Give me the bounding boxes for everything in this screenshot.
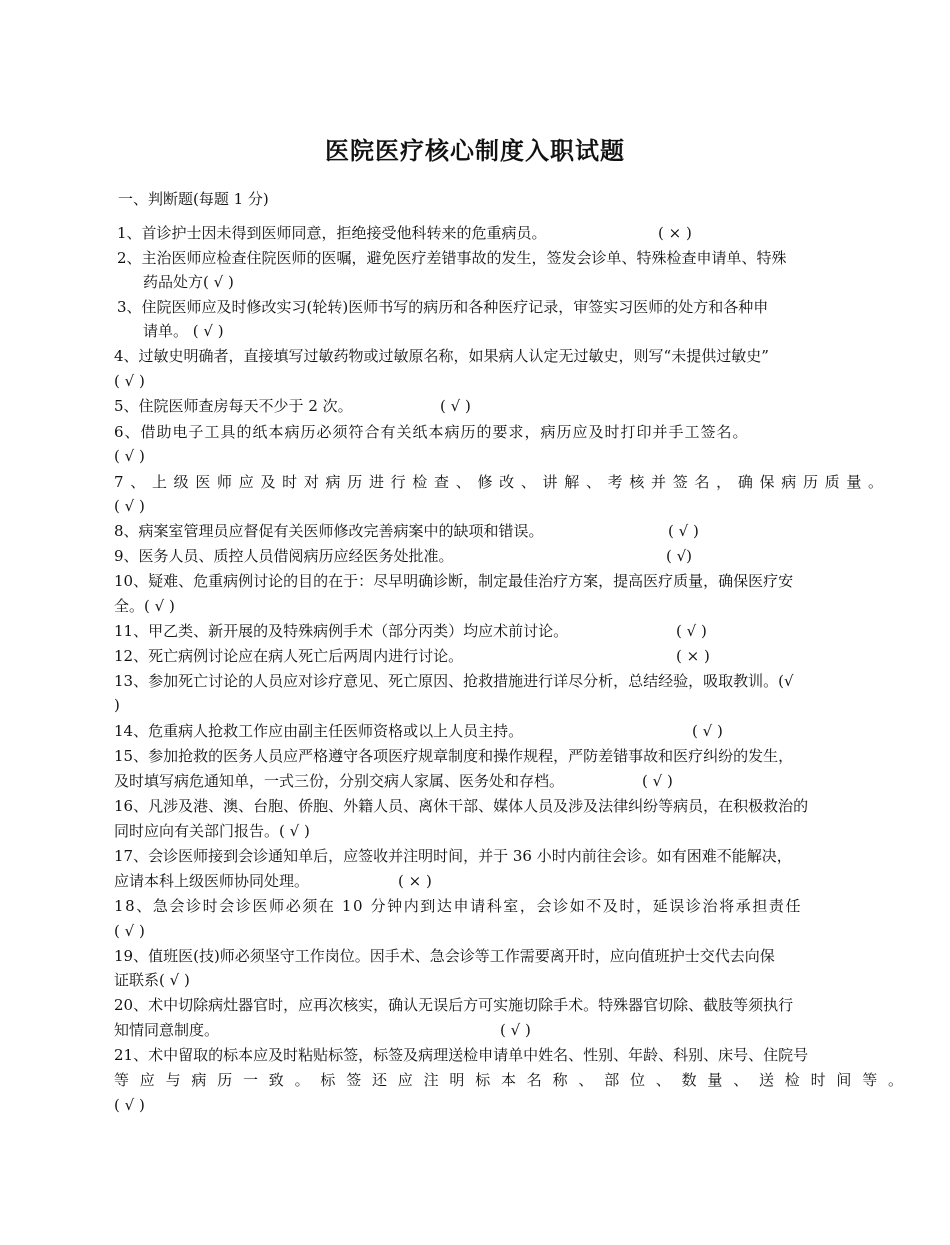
- question-21-cont: 等应与病历一致。标签还应注明标本名称、部位、数量、送检时间等。: [114, 1071, 914, 1089]
- question-10: 10、疑难、危重病例讨论的目的在于：尽早明确诊断，制定最佳治疗方案，提高医疗质量，确保医疗安: [114, 572, 794, 590]
- question-20-cont: 知情同意制度。: [114, 1021, 220, 1039]
- question-7-cont: ( √ ): [114, 497, 145, 515]
- question-15-cont: 及时填写病危通知单，一式三份，分别交病人家属、医务处和存档。: [114, 772, 565, 790]
- question-7: 7、上级医师应及时对病历进行检查、修改、讲解、考核并签名，确保病历质量。: [114, 473, 890, 491]
- question-2-cont: 药品处方( √ ): [143, 273, 234, 291]
- question-13-cont: ): [114, 696, 120, 714]
- question-14: 14、危重病人抢救工作应由副主任医师资格或以上人员主持。: [114, 722, 524, 740]
- answer-20: ( √ ): [500, 1021, 531, 1039]
- answer-1: ( × ): [658, 224, 692, 242]
- question-17: 17、会诊医师接到会诊通知单后，应签收并注明时间，并于 36 小时内前往会诊。如有困难不能解决，: [114, 847, 792, 865]
- answer-17: ( × ): [398, 872, 432, 890]
- question-21: 21、术中留取的标本应及时粘贴标签，标签及病理送检申请单中姓名、性别、年龄、科别、床号、住院号: [114, 1046, 809, 1064]
- question-3-cont: 请单。 ( √ ): [143, 322, 224, 340]
- question-21-answer: ( √ ): [114, 1096, 145, 1114]
- question-15: 15、参加抢救的医务人员应严格遵守各项医疗规章制度和操作规程，严防差错事故和医疗纠纷的发生，: [114, 747, 794, 765]
- question-18-cont: ( √ ): [114, 922, 145, 940]
- page-title: 医院医疗核心制度入职试题: [325, 136, 625, 165]
- question-6: 6、借助电子工具的纸本病历必须符合有关纸本病历的要求，病历应及时打印并手工签名。: [114, 423, 749, 441]
- question-2: 2、主治医师应检查住院医师的医嘱，避免医疗差错事故的发生，签发会诊单、特殊检查申请单、特殊: [117, 249, 787, 267]
- question-12: 12、死亡病例讨论应在病人死亡后两周内进行讨论。: [114, 647, 464, 665]
- question-13: 13、参加死亡讨论的人员应对诊疗意见、死亡原因、抢救措施进行详尽分析，总结经验，吸取教训。(√: [114, 672, 794, 690]
- answer-12: ( × ): [676, 647, 710, 665]
- question-4: 4、过敏史明确者，直接填写过敏药物或过敏原名称，如果病人认定无过敏史，则写“未提供过敏史”: [114, 347, 769, 365]
- question-19: 19、值班医(技)师必须坚守工作岗位。因手术、急会诊等工作需要离开时，应向值班护士交代去向保: [114, 947, 775, 965]
- answer-8: ( √ ): [668, 522, 699, 540]
- question-16-cont: 同时应向有关部门报告。( √ ): [114, 822, 310, 840]
- answer-9: ( √): [666, 547, 693, 565]
- question-6-cont: ( √ ): [114, 447, 145, 465]
- question-19-cont: 证联系( √ ): [114, 971, 190, 989]
- question-18: 18、急会诊时会诊医师必须在 10 分钟内到达申请科室，会诊如不及时，延误诊治将承担责任: [114, 897, 803, 915]
- question-17-cont: 应请本科上级医师协同处理。: [114, 872, 310, 890]
- question-10-cont: 全。( √ ): [114, 597, 175, 615]
- question-20: 20、术中切除病灶器官时，应再次核实，确认无误后方可实施切除手术。特殊器官切除、截肢等须执行: [114, 996, 794, 1014]
- question-11: 11、甲乙类、新开展的及特殊病例手术（部分丙类）均应术前讨论。: [114, 622, 569, 640]
- question-5: 5、住院医师查房每天不少于 2 次。: [114, 397, 353, 415]
- answer-15: ( √ ): [642, 772, 673, 790]
- question-9: 9、医务人员、质控人员借阅病历应经医务处批准。: [114, 547, 454, 565]
- answer-11: ( √ ): [676, 622, 707, 640]
- answer-14: ( √ ): [692, 722, 723, 740]
- question-8: 8、病案室管理员应督促有关医师修改完善病案中的缺项和错误。: [114, 522, 544, 540]
- question-1: [117, 221, 547, 246]
- question-16: 16、凡涉及港、澳、台胞、侨胞、外籍人员、离休干部、媒体人员及涉及法律纠纷等病员，在积极救治的: [114, 797, 809, 815]
- section-heading: 一、判断题(每题 1 分): [118, 190, 269, 208]
- question-text: 1、首诊护士因未得到医师同意，拒绝接受他科转来的危重病员。: [117, 224, 547, 242]
- question-3: 3、住院医师应及时修改实习(轮转)医师书写的病历和各种医疗记录，审签实习医师的处方和各种申: [117, 298, 769, 316]
- question-4-cont: ( √ ): [114, 372, 145, 390]
- answer-5: ( √ ): [440, 397, 471, 415]
